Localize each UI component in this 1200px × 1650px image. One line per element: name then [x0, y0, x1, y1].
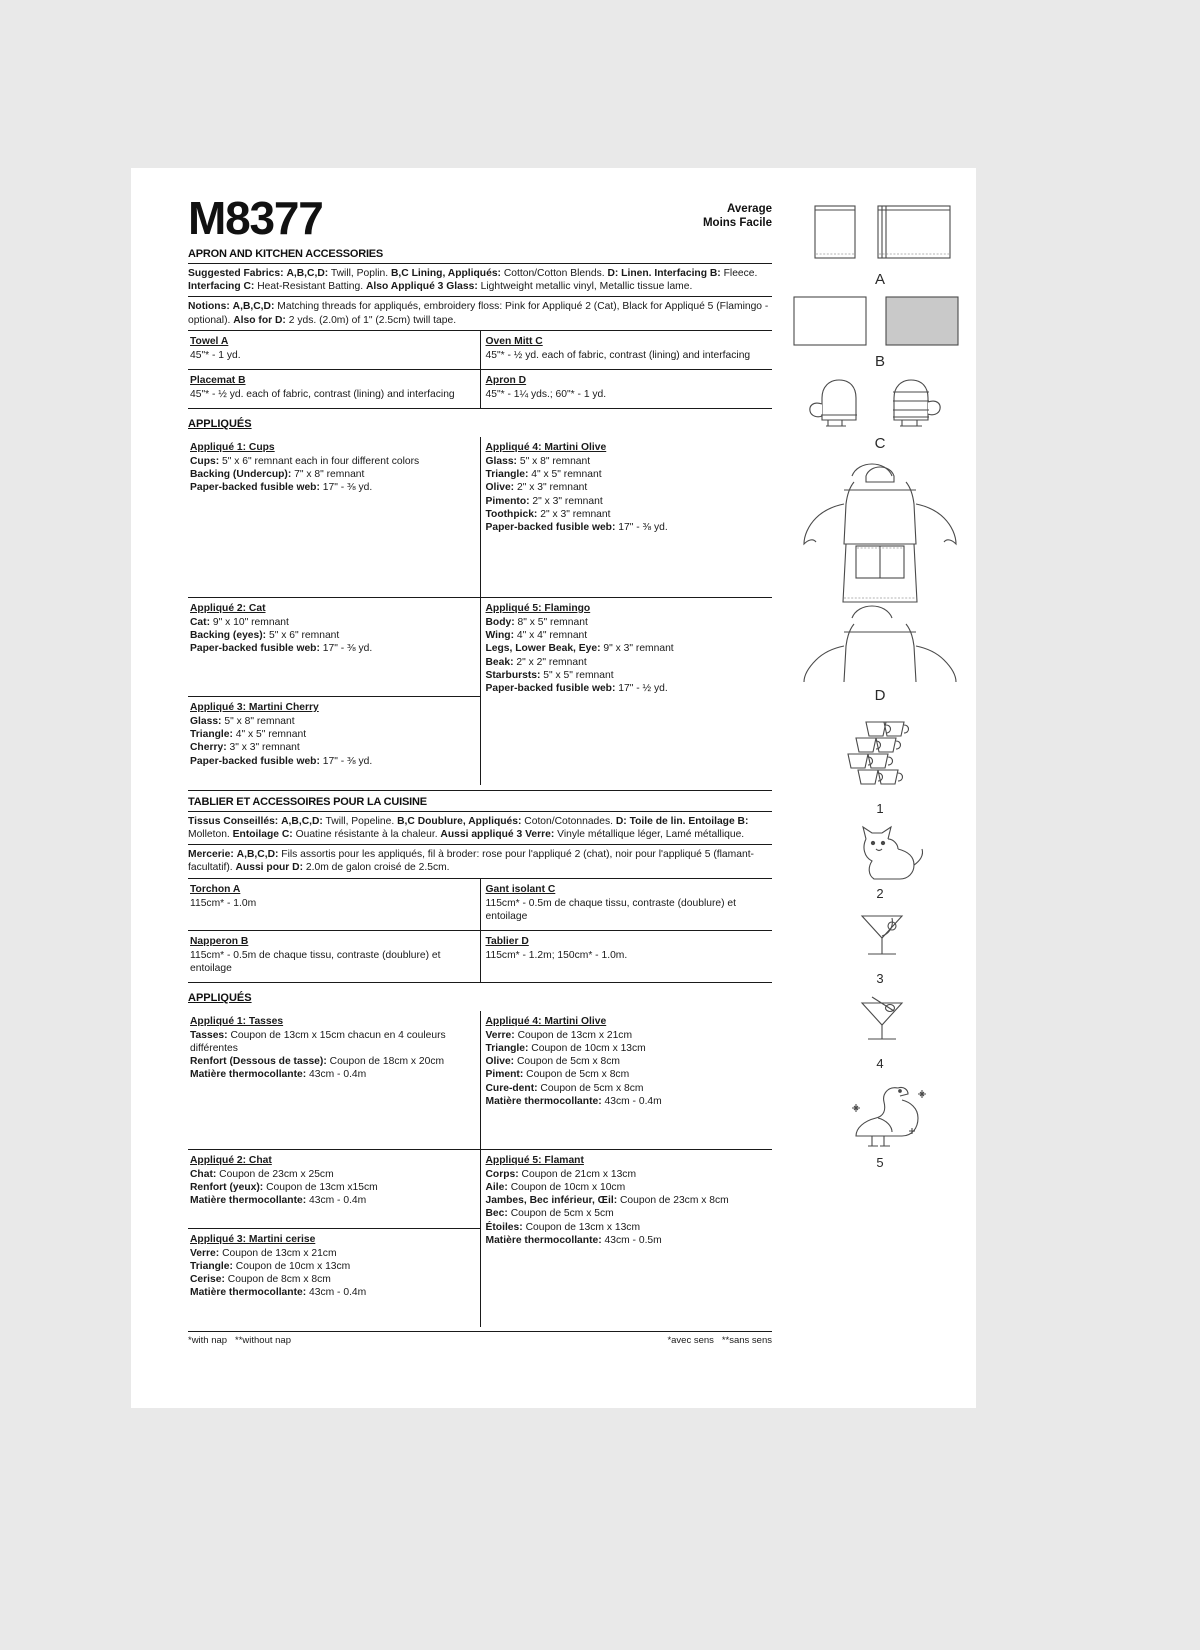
- cups-applique-icon: [780, 710, 980, 800]
- view-yardage: 115cm* - 1.0m: [190, 897, 257, 909]
- footnote-french: *avec sens **sans sens: [667, 1334, 772, 1346]
- motif-number: 4: [876, 1056, 884, 1071]
- martini-cherry-applique-icon: [780, 904, 980, 970]
- view-letter: D: [874, 687, 886, 704]
- applique-line: Matière thermocollante: 43cm - 0.4m: [190, 1195, 367, 1207]
- view-yardage: 115cm* - 1.2m; 150cm* - 1.0m.: [485, 949, 628, 961]
- view-letter: A: [874, 271, 885, 288]
- cat-applique-icon: [780, 819, 980, 885]
- requirement-cell-tablier-d: [480, 930, 772, 982]
- table-row: [188, 597, 772, 696]
- english-suggested-fabrics: Suggested Fabrics: A,B,C,D: Twill, Poplin. B,C Lining, Appliqués: Cotton/Cotton Blends. D: Linen. Interfacing B: Fleece. Interfacing C: Heat-Resistant Batting. Also Appliqué 3 Glass: Lightweight metallic vinyl, Metallic tissue lame.: [188, 264, 772, 297]
- french-requirements-table: [188, 878, 772, 983]
- applique-title: Appliqué 4: Martini Olive: [485, 441, 607, 453]
- footnote-english: *with nap **without nap: [188, 1334, 291, 1346]
- english-appliques-heading: APPLIQUÉS: [188, 417, 252, 430]
- applique-line: Olive: 2" x 3" remnant: [485, 482, 588, 494]
- french-appliques-table: [188, 1011, 772, 1327]
- applique-line: Étoiles: Coupon de 13cm x 13cm: [485, 1221, 641, 1233]
- view-b-illustration: [780, 292, 980, 370]
- applique-line: Corps: Coupon de 21cm x 13cm: [485, 1168, 637, 1180]
- applique-line: Starbursts: 5" x 5" remnant: [485, 669, 614, 681]
- applique-title: Appliqué 5: Flamant: [485, 1154, 584, 1166]
- view-name: Napperon B: [190, 935, 249, 947]
- view-name: Apron D: [485, 374, 527, 386]
- applique-lines: [190, 616, 474, 656]
- applique-lines: [486, 1029, 767, 1108]
- applique-line: Chat: Coupon de 23cm x 25cm: [190, 1168, 334, 1180]
- french-suggested-fabrics: Tissus Conseillés: A,B,C,D: Twill, Popeline. B,C Doublure, Appliqués: Coton/Cotonnades. D: Toile de lin. Entoilage B: Molleton. Entoilage C: Ouatine résistante à la chaleur. Aussi appliqué 3 Verre: Vinyle métallique léger, Lamé métallique.: [188, 812, 772, 845]
- view-name: Torchon A: [190, 883, 241, 895]
- applique-line: Verre: Coupon de 13cm x 21cm: [190, 1247, 337, 1259]
- requirement-cell-placemat-b: [188, 369, 480, 408]
- applique-title: Appliqué 1: Cups: [190, 441, 275, 453]
- view-letter: C: [874, 435, 886, 452]
- applique-line: Paper-backed fusible web: 17" - ⅜ yd.: [485, 522, 668, 534]
- french-notions: Mercerie: A,B,C,D: Fils assortis pour les appliqués, fil à broder: rose pour l'appliqué 2 (chat), noir pour l'appliqué 5 (flamant-facultatif). Aussi pour D: 2.0m de galon croisé de 2.5cm.: [188, 849, 754, 874]
- flamingo-applique-icon: [780, 1074, 980, 1154]
- table-row: [188, 437, 772, 598]
- applique-cell-5: [480, 597, 772, 785]
- motif-number: 2: [876, 886, 884, 901]
- apron-illustration: [780, 458, 980, 688]
- requirement-cell-apron-d: [480, 369, 772, 408]
- text-column: [188, 192, 772, 1346]
- applique-line: Matière thermocollante: 43cm - 0.4m: [190, 1287, 367, 1299]
- difficulty-french: Moins Facile: [702, 217, 772, 229]
- view-name: Placemat B: [190, 374, 246, 386]
- motif-number: 1: [876, 801, 884, 816]
- english-appliques-table: [188, 437, 772, 785]
- placemat-illustration: [780, 292, 980, 352]
- view-name: Gant isolant C: [485, 883, 556, 895]
- view-yardage: 45"* - 1¼ yds.; 60"* - 1 yd.: [485, 388, 607, 400]
- applique-lines: [190, 455, 474, 495]
- view-yardage: 115cm* - 0.5m de chaque tissu, contraste (doublure) et entoilage: [190, 949, 441, 974]
- pattern-number: M8377: [188, 192, 323, 244]
- applique-line: Wing: 4" x 4" remnant: [485, 630, 588, 642]
- difficulty-english: Average: [727, 203, 772, 215]
- applique-lines: [190, 715, 474, 768]
- applique-line: Backing (eyes): 5" x 6" remnant: [190, 630, 340, 642]
- applique-line: Paper-backed fusible web: 17" - ⅜ yd.: [190, 482, 373, 494]
- difficulty-block: [703, 202, 772, 230]
- applique-line: Glass: 5" x 8" remnant: [190, 716, 295, 728]
- applique-line: Paper-backed fusible web: 17" - ½ yd.: [485, 683, 668, 695]
- applique-line: Pimento: 2" x 3" remnant: [485, 495, 603, 507]
- motif-1-illustration: [780, 710, 980, 817]
- table-row: [188, 878, 772, 930]
- applique-cell-4: [480, 437, 772, 598]
- motif-3-illustration: [780, 904, 980, 987]
- applique-line: Piment: Coupon de 5cm x 8cm: [485, 1069, 630, 1081]
- applique-line: Triangle: 4" x 5" remnant: [190, 729, 307, 741]
- applique-lines: [190, 1029, 474, 1082]
- view-yardage: 45"* - 1 yd.: [190, 349, 241, 361]
- applique-line: Triangle: 4" x 5" remnant: [485, 469, 602, 481]
- applique-line: Renfort (yeux): Coupon de 13cm x15cm: [190, 1182, 378, 1194]
- view-yardage: 45"* - ½ yd. each of fabric, contrast (lining) and interfacing: [485, 349, 751, 361]
- applique-line: Verre: Coupon de 13cm x 21cm: [485, 1029, 633, 1041]
- table-row: [188, 930, 772, 982]
- english-requirements-table: [188, 330, 772, 409]
- applique-line: Bec: Coupon de 5cm x 5cm: [485, 1208, 614, 1220]
- french-section-title: TABLIER ET ACCESSOIRES POUR LA CUISINE: [188, 790, 772, 812]
- french-appliques-heading: APPLIQUÉS: [188, 991, 252, 1004]
- applique-line: Matière thermocollante: 43cm - 0.4m: [485, 1095, 662, 1107]
- view-name: Oven Mitt C: [485, 335, 543, 347]
- applique-line: Beak: 2" x 2" remnant: [485, 656, 587, 668]
- applique-lines: [486, 455, 767, 534]
- table-row: [188, 1149, 772, 1228]
- table-row: [188, 369, 772, 408]
- applique-lines: [190, 1247, 474, 1300]
- applique-line: Paper-backed fusible web: 17" - ⅜ yd.: [190, 643, 373, 655]
- applique-line: Matière thermocollante: 43cm - 0.4m: [190, 1069, 367, 1081]
- view-name: Towel A: [190, 335, 229, 347]
- motif-4-illustration: [780, 989, 980, 1072]
- applique-line: Cat: 9" x 10" remnant: [190, 617, 289, 629]
- applique-line: Backing (Undercup): 7" x 8" remnant: [190, 469, 365, 481]
- applique-line: Cups: 5" x 6" remnant each in four different colors: [190, 456, 420, 468]
- table-row: [188, 1011, 772, 1150]
- applique-cell-1-fr: [188, 1011, 480, 1150]
- view-a-illustration: [780, 198, 980, 288]
- motif-number: 3: [876, 971, 884, 986]
- towel-illustration: [780, 198, 980, 270]
- applique-line: Cure-dent: Coupon de 5cm x 8cm: [485, 1082, 644, 1094]
- applique-cell-2: [188, 597, 480, 696]
- illustration-column: [780, 198, 980, 1171]
- applique-cell-2-fr: [188, 1149, 480, 1228]
- applique-line: Olive: Coupon de 5cm x 8cm: [485, 1056, 621, 1068]
- applique-lines: [486, 1168, 767, 1247]
- applique-title: Appliqué 4: Martini Olive: [485, 1015, 607, 1027]
- requirement-cell-oven-mitt-c: [480, 330, 772, 369]
- applique-line: Triangle: Coupon de 10cm x 13cm: [190, 1261, 351, 1273]
- footnotes: [188, 1332, 772, 1346]
- applique-title: Appliqué 5: Flamingo: [485, 602, 591, 614]
- applique-line: Tasses: Coupon de 13cm x 15cm chacun en 4 couleurs différentes: [190, 1029, 446, 1055]
- requirement-cell-gant-isolant-c: [480, 878, 772, 930]
- requirement-cell-towel-a: [188, 330, 480, 369]
- applique-cell-1: [188, 437, 480, 598]
- applique-line: Cerise: Coupon de 8cm x 8cm: [190, 1274, 331, 1286]
- english-section-title: APRON AND KITCHEN ACCESSORIES: [188, 246, 772, 264]
- applique-cell-3-fr: [188, 1228, 480, 1327]
- applique-cell-4-fr: [480, 1011, 772, 1150]
- applique-cell-3: [188, 696, 480, 785]
- applique-lines: [486, 616, 767, 695]
- requirement-cell-napperon-b: [188, 930, 480, 982]
- martini-olive-applique-icon: [780, 989, 980, 1055]
- applique-line: Glass: 5" x 8" remnant: [485, 456, 591, 468]
- applique-lines: [190, 1168, 474, 1208]
- applique-line: Body: 8" x 5" remnant: [485, 617, 588, 629]
- applique-title: Appliqué 3: Martini Cherry: [190, 701, 319, 713]
- motif-number: 5: [876, 1155, 884, 1170]
- table-row: [188, 330, 772, 369]
- applique-title: Appliqué 3: Martini cerise: [190, 1233, 316, 1245]
- view-c-illustration: [780, 374, 980, 452]
- applique-line: Paper-backed fusible web: 17" - ⅜ yd.: [190, 755, 373, 767]
- view-letter: B: [874, 353, 885, 370]
- view-yardage: 45"* - ½ yd. each of fabric, contrast (lining) and interfacing: [190, 388, 455, 400]
- applique-line: Cherry: 3" x 3" remnant: [190, 742, 300, 754]
- applique-line: Triangle: Coupon de 10cm x 13cm: [485, 1043, 646, 1055]
- applique-title: Appliqué 2: Chat: [190, 1154, 272, 1166]
- applique-line: Renfort (Dessous de tasse): Coupon de 18cm x 20cm: [190, 1056, 445, 1068]
- oven-mitt-illustration: [780, 374, 980, 434]
- applique-line: Matière thermocollante: 43cm - 0.5m: [485, 1234, 662, 1246]
- applique-title: Appliqué 1: Tasses: [190, 1015, 284, 1027]
- applique-line: Aile: Coupon de 10cm x 10cm: [485, 1182, 626, 1194]
- applique-line: Toothpick: 2" x 3" remnant: [485, 508, 611, 520]
- applique-line: Jambes, Bec inférieur, Œil: Coupon de 23cm x 8cm: [485, 1195, 729, 1207]
- applique-cell-5-fr: [480, 1149, 772, 1327]
- view-name: Tablier D: [485, 935, 529, 947]
- applique-line: Legs, Lower Beak, Eye: 9" x 3" remnant: [485, 643, 674, 655]
- requirement-cell-torchon-a: [188, 878, 480, 930]
- english-notions: Notions: A,B,C,D: Matching threads for appliqués, embroidery floss: Pink for Appliqué 2 (Cat), Black for Appliqué 5 (Flamingo - optional). Also for D: 2 yds. (2.0m) of 1" (2.5cm) twill tape.: [188, 301, 769, 326]
- pattern-envelope-back: [131, 168, 976, 1408]
- applique-title: Appliqué 2: Cat: [190, 602, 266, 614]
- view-d-illustration: [780, 458, 980, 704]
- view-yardage: 115cm* - 0.5m de chaque tissu, contraste (doublure) et entoilage: [485, 897, 736, 922]
- motif-2-illustration: [780, 819, 980, 902]
- motif-5-illustration: [780, 1074, 980, 1171]
